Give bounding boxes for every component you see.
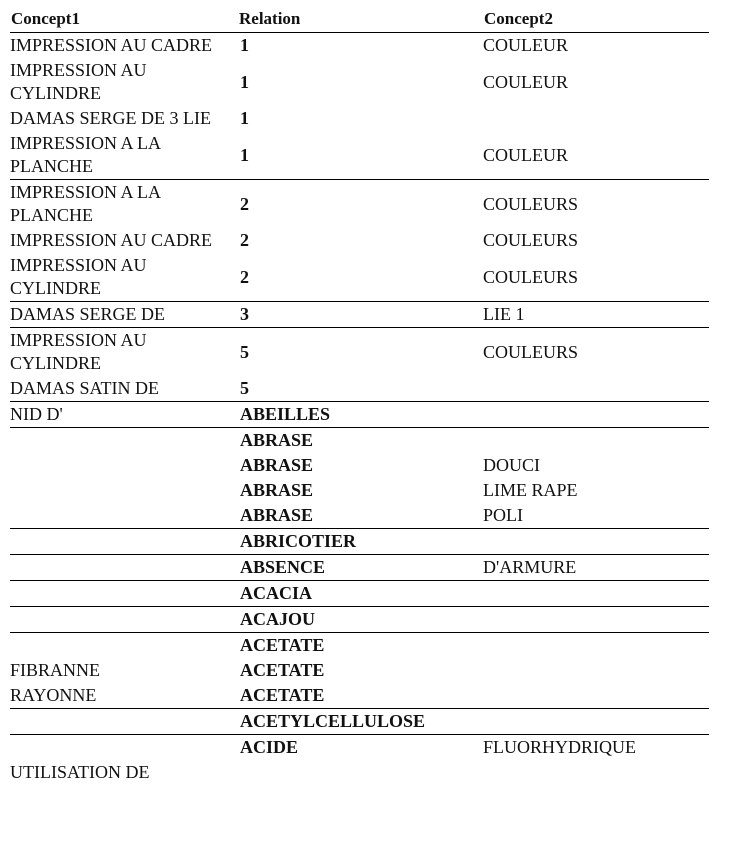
table-row — [10, 428, 709, 454]
concept1-cell — [10, 555, 238, 581]
table-row — [10, 760, 709, 785]
table-row — [10, 581, 709, 607]
table-row — [10, 555, 709, 581]
table-row — [10, 328, 709, 377]
relation-cell: ACAJOU — [238, 607, 483, 633]
concept2-cell: COULEUR — [483, 35, 568, 55]
concept1-cell: FIBRANNE — [10, 660, 101, 680]
relation-cell: ABRASE — [240, 455, 314, 475]
concept1-cell: UTILISATION DE — [10, 762, 150, 782]
relation-cell: ABSENCE — [238, 555, 483, 581]
concept2-cell: COULEUR — [483, 71, 568, 92]
relation-cell: ABRASE — [240, 430, 314, 450]
table-row — [10, 683, 709, 709]
table-row — [10, 607, 709, 633]
table-row — [10, 503, 709, 529]
relation-cell: ACIDE — [240, 737, 299, 757]
concept1-cell — [10, 478, 238, 503]
concept1-cell: NID D' — [10, 402, 238, 428]
concept2-cell: D'ARMURE — [483, 555, 709, 581]
concept-relation-table — [10, 6, 709, 785]
table-row — [10, 131, 709, 180]
concept2-cell: COULEURS — [483, 230, 579, 250]
table-row — [10, 658, 709, 683]
table-row — [10, 453, 709, 478]
concept2-cell: COULEURS — [483, 193, 579, 214]
concept1-cell — [10, 503, 238, 529]
concept2-cell: DOUCI — [483, 455, 540, 475]
relation-cell: 2 — [240, 230, 249, 250]
concept1-cell — [10, 607, 238, 633]
concept2-cell — [483, 106, 709, 131]
concept1-cell: IMPRESSION AU CADRE — [10, 230, 213, 250]
table-row — [10, 529, 709, 555]
table-row — [10, 58, 709, 106]
table-row — [10, 180, 709, 229]
relation-cell: ACETYLCELLULOSE — [238, 709, 483, 735]
concept2-cell: LIE 1 — [483, 302, 709, 328]
concept2-cell: COULEUR — [483, 131, 709, 180]
concept2-cell — [483, 658, 709, 683]
table-row — [10, 228, 709, 253]
concept1-cell — [10, 529, 238, 555]
concept1-cell — [10, 428, 238, 454]
concept2-cell — [483, 607, 709, 633]
relation-cell: 2 — [238, 253, 483, 302]
concept2-cell — [483, 760, 709, 785]
concept2-cell: COULEURS — [483, 253, 709, 302]
table-row — [10, 633, 709, 659]
concept2-cell — [483, 376, 709, 402]
concept2-cell: LIME RAPE — [483, 480, 578, 500]
concept1-cell: IMPRESSION AU CYLINDRE — [10, 330, 147, 373]
relation-cell: 1 — [240, 71, 249, 92]
table-row — [10, 106, 709, 131]
concept2-cell — [483, 633, 709, 659]
relation-cell: ABEILLES — [238, 402, 483, 428]
table-row — [10, 33, 709, 59]
relation-cell: ABRICOTIER — [238, 529, 483, 555]
relation-cell: ACACIA — [238, 581, 483, 607]
concept1-cell: DAMAS SERGE DE 3 LIE — [10, 108, 211, 128]
concept1-cell: IMPRESSION AU CYLINDRE — [10, 60, 147, 103]
concept2-cell: FLUORHYDRIQUE — [483, 737, 636, 757]
relation-cell: ACETATE — [240, 635, 325, 655]
concept1-cell: DAMAS SERGE DE — [10, 302, 238, 328]
relation-cell: 1 — [238, 131, 483, 180]
relation-cell: ABRASE — [238, 503, 483, 529]
concept1-cell — [10, 453, 238, 478]
concept2-cell — [483, 402, 709, 428]
relation-cell: 1 — [240, 35, 249, 55]
concept2-cell: POLI — [483, 503, 709, 529]
table-header-row — [10, 6, 709, 33]
header-concept2: Concept2 — [483, 6, 709, 33]
table-row — [10, 253, 709, 302]
table-row — [10, 376, 709, 402]
relation-cell: ACETATE — [240, 660, 325, 680]
concept1-cell — [10, 735, 238, 761]
table-row — [10, 302, 709, 328]
table-row — [10, 709, 709, 735]
concept2-cell — [483, 683, 709, 709]
relation-cell: 1 — [240, 108, 249, 128]
relation-cell: 5 — [240, 341, 249, 362]
relation-cell: ACETATE — [238, 683, 483, 709]
table-row — [10, 402, 709, 428]
table-row — [10, 735, 709, 761]
relation-cell — [238, 760, 483, 785]
concept1-cell: IMPRESSION A LA PLANCHE — [10, 182, 161, 225]
header-concept1: Concept1 — [10, 6, 238, 33]
relation-cell: ABRASE — [240, 480, 314, 500]
table-body — [10, 33, 709, 786]
relation-cell: 2 — [240, 193, 249, 214]
concept1-cell — [10, 709, 238, 735]
concept2-cell — [483, 529, 709, 555]
concept1-cell — [10, 581, 238, 607]
concept1-cell: DAMAS SATIN DE — [10, 376, 238, 402]
concept1-cell — [10, 633, 238, 659]
concept1-cell: IMPRESSION AU CYLINDRE — [10, 253, 238, 302]
header-relation: Relation — [238, 6, 483, 33]
table-row — [10, 478, 709, 503]
concept2-cell — [483, 581, 709, 607]
concept2-cell: COULEURS — [483, 341, 579, 362]
relation-cell: 5 — [238, 376, 483, 402]
concept2-cell — [483, 709, 709, 735]
concept1-cell: IMPRESSION A LA PLANCHE — [10, 131, 238, 180]
concept1-cell: IMPRESSION AU CADRE — [10, 35, 213, 55]
relation-cell: 3 — [238, 302, 483, 328]
concept2-cell — [483, 428, 709, 454]
concept1-cell: RAYONNE — [10, 683, 238, 709]
